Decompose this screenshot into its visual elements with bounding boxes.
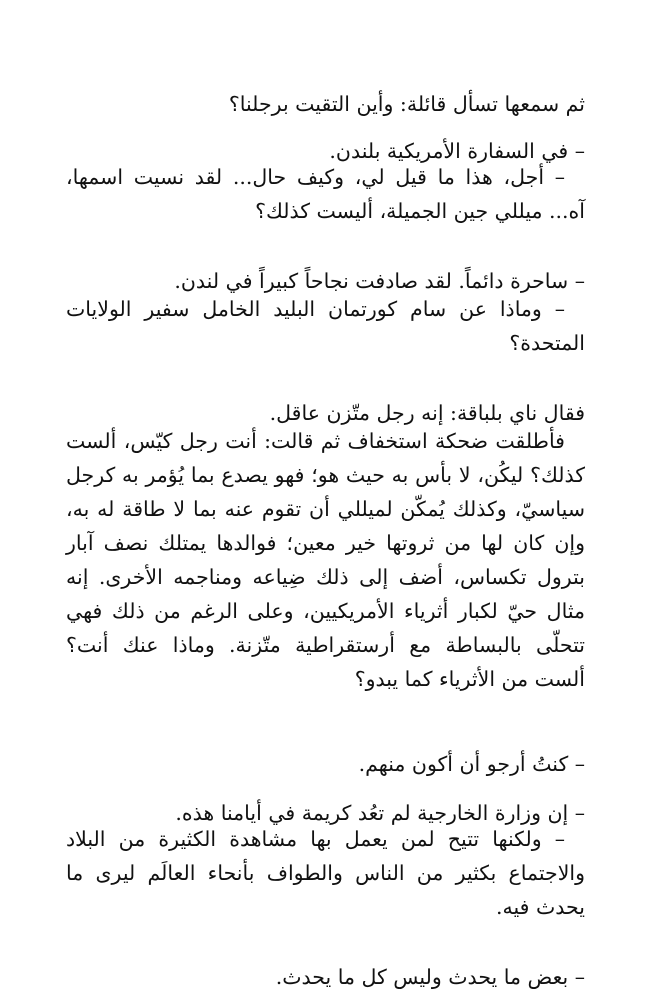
paragraph-2: – في السفارة الأمريكية بلندن. xyxy=(329,138,585,163)
paragraph-1: ثم سمعها تسأل قائلة: وأين التقيت برجلنا؟ xyxy=(228,91,585,116)
paragraph-3: – أجل، هذا ما قيل لي، وكيف حال... لقد نسيت اسمها، آه... ميللي جين الجميلة، أليست كذلك؟ xyxy=(66,165,585,223)
paragraph-8: – كنتُ أرجو أن أكون منهم. xyxy=(358,751,585,776)
paragraph-7: فأطلقت ضحكة استخفاف ثم قالت: أنت رجل كيّس، ألست كذلك؟ ليكُن، لا بأس به حيث هو؛ فهو يصدع بما يُؤمر به كرجل سياسيّ، وكذلك يُمكّن لميللي أن تقوم عنه بما لا طاقة له به، وإن كان لها من ثروتها خير معين؛ فوالدها يمتلك نصف آبار بترول تكساس، أضف إلى ذلك ضِياعه ومناجمه الأخرى. إنه مثال حيّ لكبار أثرياء الأمريكيين، وعلى الرغم من ذلك فهي تتحلّى بالبساطة مع أرستقراطية متّزنة. وماذا عنك أنت؟ ألست من الأثرياء كما يبدو؟ xyxy=(66,429,585,691)
paragraph-9: – إن وزارة الخارجية لم تعُد كريمة في أيامنا هذه. xyxy=(175,800,585,825)
paragraph-11: – بعض ما يحدث وليس كل ما يحدث. xyxy=(275,964,585,989)
paragraph-6: فقال ناي بلباقة: إنه رجل متّزن عاقل. xyxy=(269,400,585,425)
paragraph-5: – وماذا عن سام كورتمان البليد الخامل سفير الولايات المتحدة؟ xyxy=(66,297,585,355)
paragraph-4: – ساحرة دائماً. لقد صادفت نجاحاً كبيراً في لندن. xyxy=(174,268,585,293)
paragraph-10: – ولكنها تتيح لمن يعمل بها مشاهدة الكثيرة من البلاد والاجتماع بكثير من الناس والطواف بأنحاء العالَم ليرى ما يحدث فيه. xyxy=(66,827,585,919)
